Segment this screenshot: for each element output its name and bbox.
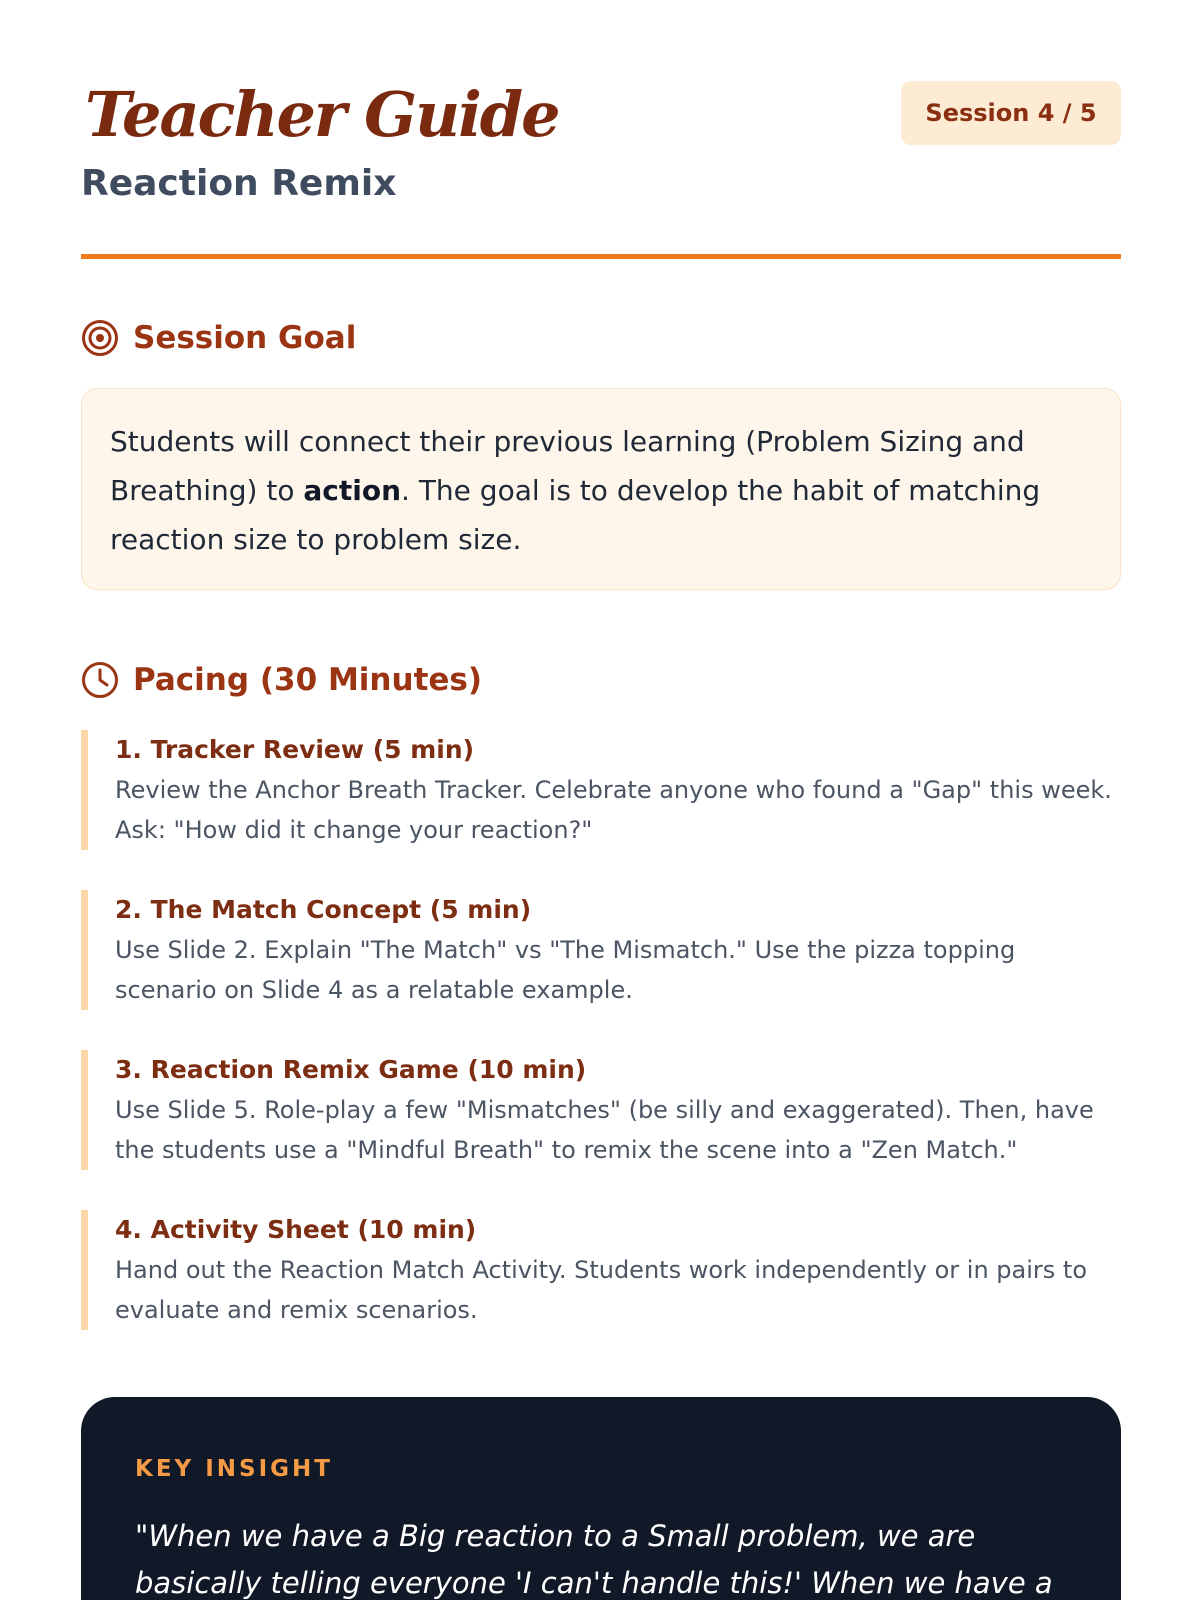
pacing-step-description: Use Slide 2. Explain "The Match" vs "The Mismatch." Use the pizza topping scenario on Slide 4 as a relatable example.: [115, 936, 1016, 1004]
section-title: Pacing (30 Minutes): [133, 662, 483, 698]
guide-header: [81, 78, 1121, 258]
pacing-step-title: 2. The Match Concept (5 min): [115, 895, 532, 924]
header-divider: [81, 254, 1121, 259]
clock-icon: [81, 661, 119, 699]
pacing-step-title: 4. Activity Sheet (10 min): [115, 1215, 477, 1244]
pacing-step-title: 1. Tracker Review (5 min): [115, 735, 475, 764]
goal-text-emphasis: action: [303, 474, 402, 507]
pacing-step: [81, 1050, 1121, 1170]
pacing-steps-list: [81, 730, 1121, 1370]
target-icon: [81, 319, 119, 357]
key-insight-quote: "When we have a Big reaction to a Small problem, we are basically telling everyone 'I can't handle this!' When we have a: [135, 1519, 1053, 1600]
pacing-step-description: Hand out the Reaction Match Activity. Students work independently or in pairs to evaluate and remix scenarios.: [115, 1256, 1088, 1324]
pacing-step-description: Review the Anchor Breath Tracker. Celebrate anyone who found a "Gap" this week. Ask: "How did it change your reaction?": [115, 776, 1112, 844]
session-badge: Session 4 / 5: [901, 81, 1121, 145]
pacing-step: [81, 1210, 1121, 1330]
pacing-heading: [81, 658, 482, 702]
pacing-step: [81, 730, 1121, 850]
section-title: Session Goal: [133, 320, 357, 356]
session-goal-card: [81, 388, 1121, 590]
page-subtitle: Reaction Remix: [81, 163, 397, 204]
key-insight-box: [81, 1397, 1121, 1600]
pacing-step-description: Use Slide 5. Role-play a few "Mismatches" (be silly and exaggerated). Then, have the students use a "Mindful Breath" to remix the scene into a "Zen Match.": [115, 1096, 1094, 1164]
pacing-step-title: 3. Reaction Remix Game (10 min): [115, 1055, 587, 1084]
pacing-step: [81, 890, 1121, 1010]
teacher-guide-page: [81, 0, 1121, 1600]
page-title: Teacher Guide: [85, 78, 559, 151]
goal-text-end: . The goal is to develop the habit of matching reaction size to problem size.: [110, 474, 1041, 556]
session-goal-heading: [81, 316, 356, 360]
key-insight-label: KEY INSIGHT: [135, 1456, 333, 1482]
goal-text-start: Students will connect their previous learning (Problem Sizing and Breathing) to: [110, 425, 1025, 507]
